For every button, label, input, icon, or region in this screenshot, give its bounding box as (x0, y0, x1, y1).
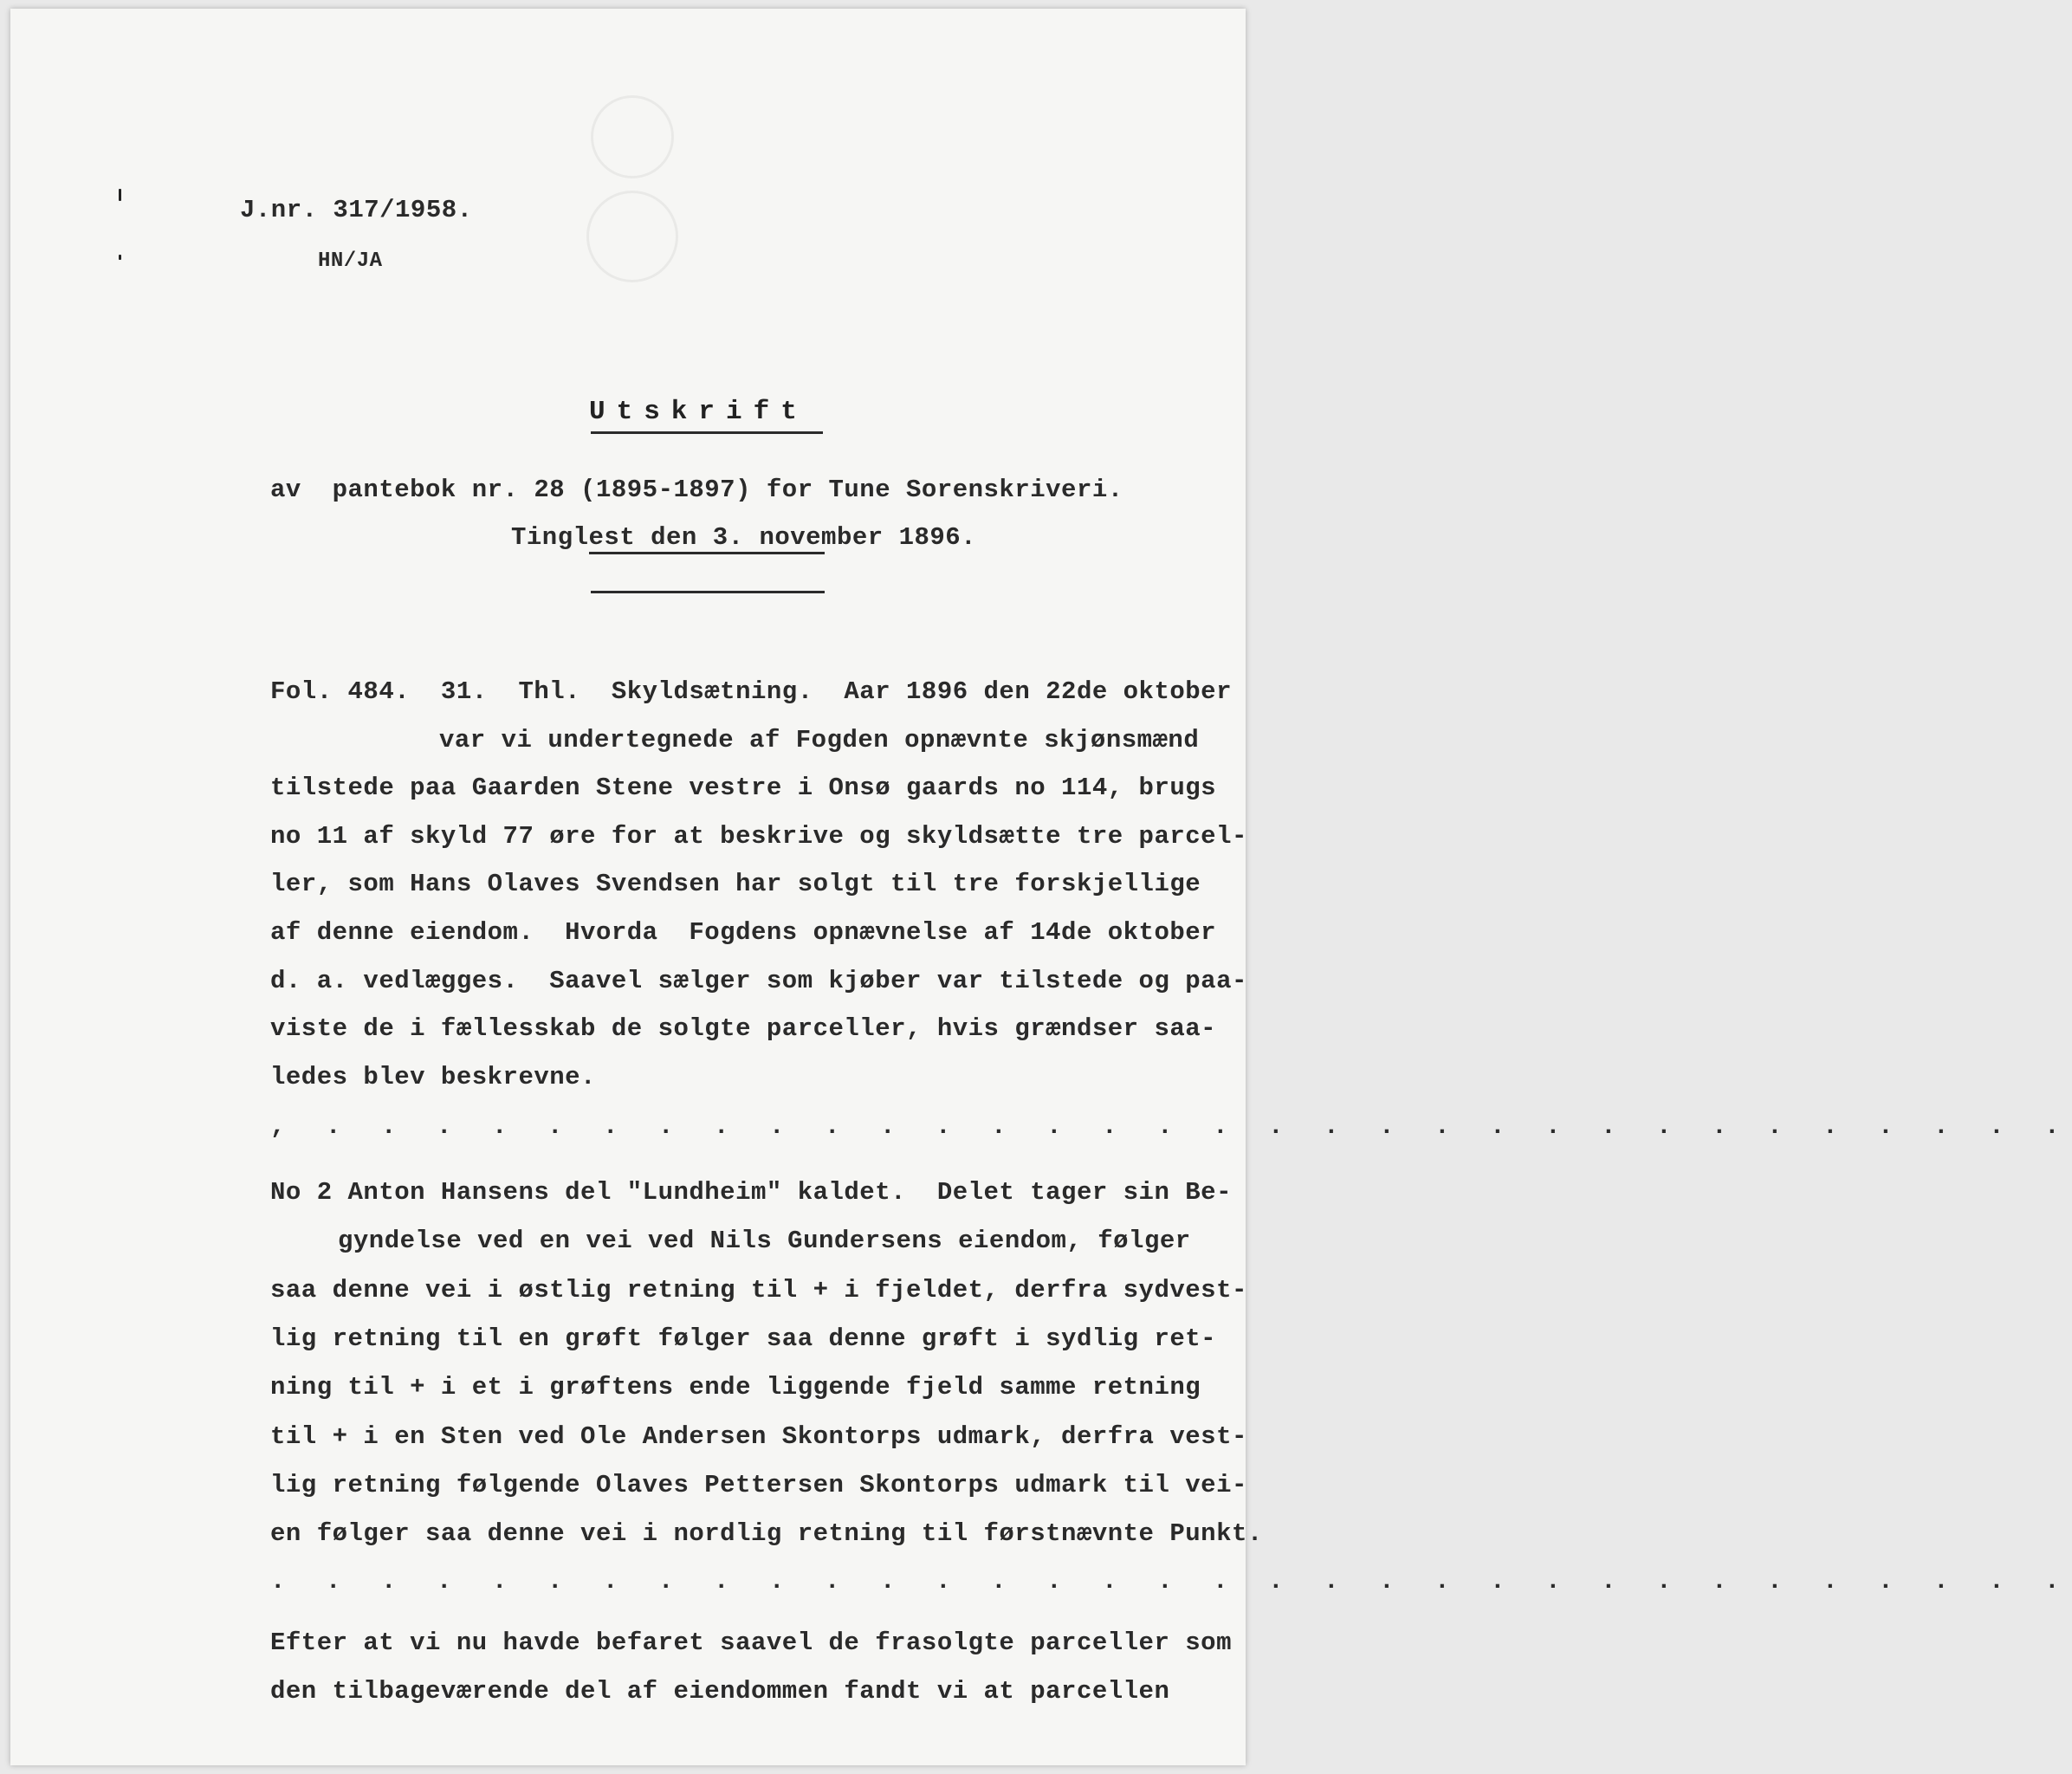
punch-mark-bottom (119, 255, 121, 260)
paragraph-line: lig retning følgende Olaves Pettersen Skontorps udmark til vei- (270, 1471, 1247, 1499)
bleed-through-stamp (586, 191, 678, 282)
paragraph-line: d. a. vedlægges. Saavel sælger som kjøber var tilstede og paa- (270, 967, 1247, 995)
paragraph-line: en følger saa denne vei i nordlig retning til førstnævnte Punkt. (270, 1519, 1263, 1548)
paragraph-line: No 2 Anton Hansens del "Lundheim" kaldet. Delet tager sin Be- (270, 1178, 1232, 1207)
paragraph-line: gyndelse ved en vei ved Nils Gundersens eiendom, følger (338, 1227, 1191, 1255)
paragraph-line: af denne eiendom. Hvorda Fogdens opnævnelse af 14de oktober (270, 918, 1217, 947)
paragraph-line: til + i en Sten ved Ole Andersen Skontorps udmark, derfra vest- (270, 1422, 1247, 1451)
paragraph-line: Efter at vi nu havde befaret saavel de frasolgte parceller som (270, 1628, 1232, 1657)
paragraph-line: viste de i fællesskab de solgte parceller, hvis grændser saa- (270, 1014, 1217, 1043)
subtitle-line-2: Tinglest den 3. november 1896. (511, 523, 977, 552)
dotted-separator: . . . . . . . . . . . . . . . . . . . . . . . . . . . . . . . . . (270, 1567, 2072, 1596)
paragraph-line: saa denne vei i østlig retning til + i fjeldet, derfra sydvest- (270, 1276, 1247, 1305)
paragraph-line: ning til + i et i grøftens ende liggende fjeld samme retning (270, 1373, 1201, 1402)
paragraph-line: no 11 af skyld 77 øre for at beskrive og skyldsætte tre parcel- (270, 822, 1247, 851)
dotted-separator: , . . . . . . . . . . . . . . . . . . . . . . . . . . . . . . . . (270, 1112, 2072, 1141)
paragraph-line: tilstede paa Gaarden Stene vestre i Onsø gaards no 114, brugs (270, 774, 1217, 802)
bleed-through-stamp (591, 95, 674, 178)
title-underline (591, 431, 823, 434)
subtitle-line-1: av pantebok nr. 28 (1895-1897) for Tune Sorenskriveri. (270, 476, 1123, 504)
paragraph-line: var vi undertegnede af Fogden opnævnte skjønsmænd (439, 726, 1200, 754)
subtitle-partial-underline (589, 552, 825, 554)
punch-mark-top (119, 189, 121, 201)
paragraph-line: den tilbageværende del af eiendommen fandt vi at parcellen (270, 1677, 1170, 1706)
paragraph-line: lig retning til en grøft følger saa denne grøft i sydlig ret- (270, 1324, 1217, 1353)
initials: HN/JA (318, 249, 383, 273)
paragraph-line: ledes blev beskrevne. (270, 1063, 596, 1091)
section-divider (591, 591, 825, 593)
document-page (10, 9, 2072, 1765)
journal-number: J.nr. 317/1958. (240, 196, 473, 224)
paragraph-line: Fol. 484. 31. Thl. Skyldsætning. Aar 1896 den 22de oktober (270, 677, 1232, 706)
paragraph-line: ler, som Hans Olaves Svendsen har solgt til tre forskjellige (270, 870, 1201, 898)
document-title: Utskrift (589, 397, 808, 427)
